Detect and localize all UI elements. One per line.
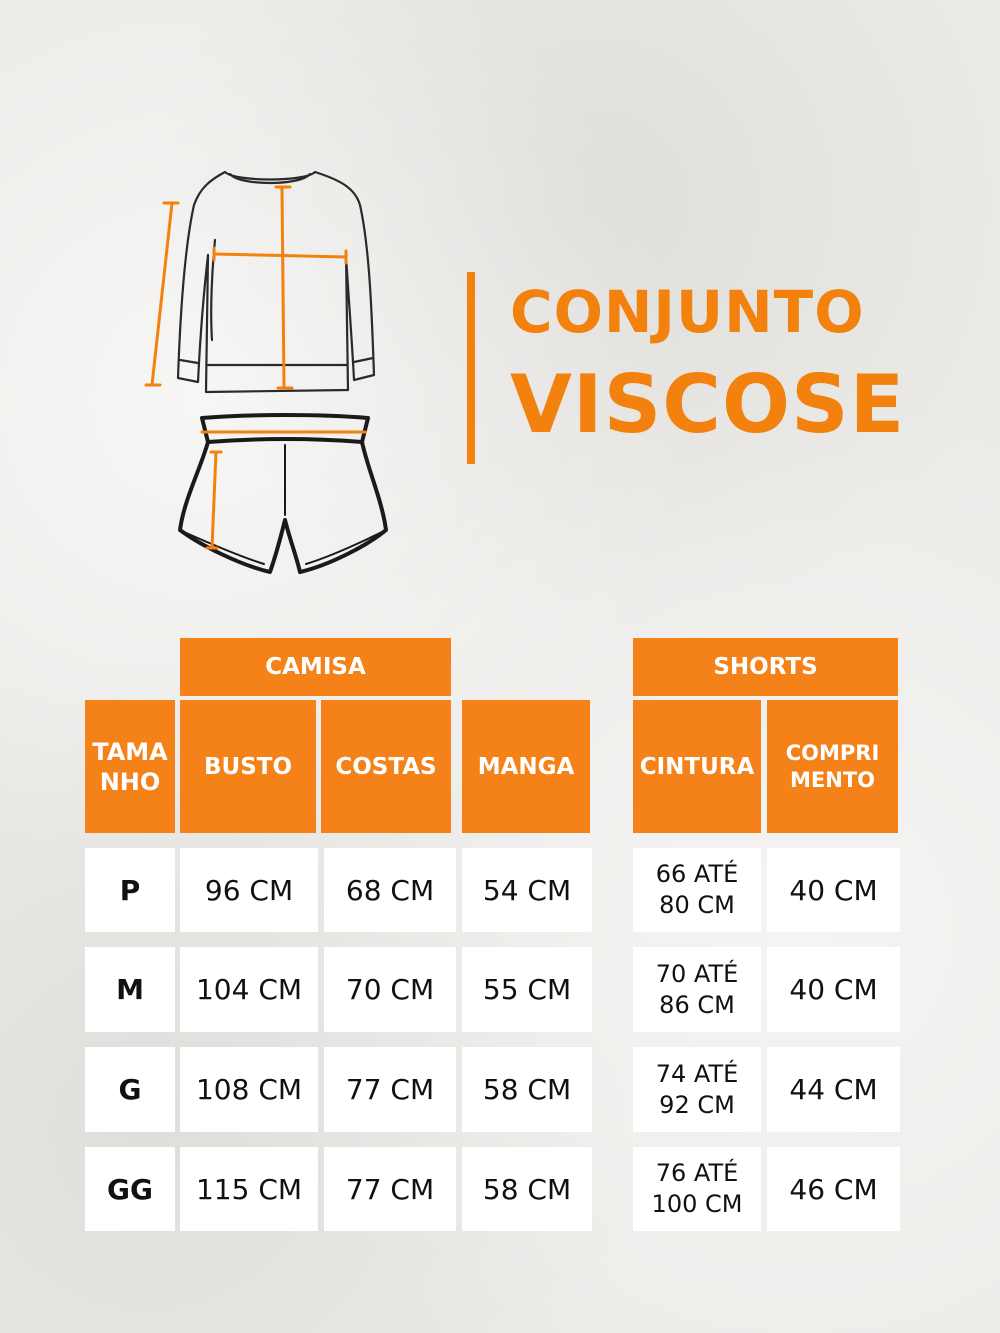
table-cell-cintura-line-1: 70 ATÉ bbox=[655, 959, 739, 988]
table-cell-costas: 70 CM bbox=[324, 947, 456, 1032]
table-cell-comprimento: 44 CM bbox=[767, 1047, 900, 1132]
table-cell-costas: 68 CM bbox=[324, 848, 456, 932]
table-cell-cintura bbox=[633, 947, 761, 1032]
table-cell-comprimento: 40 CM bbox=[767, 947, 900, 1032]
table-cell-size: P bbox=[85, 848, 175, 932]
column-header-comprimento-line-1: COMPRI bbox=[785, 740, 880, 765]
title-line-2: VISCOSE bbox=[510, 358, 906, 451]
column-header-tamanho-line-2: NHO bbox=[99, 767, 161, 796]
table-cell-busto: 96 CM bbox=[180, 848, 318, 932]
column-header-costas: COSTAS bbox=[321, 700, 451, 833]
table-cell-cintura-line-1: 76 ATÉ bbox=[655, 1159, 739, 1187]
column-header-cintura: CINTURA bbox=[633, 700, 761, 833]
table-cell-busto: 108 CM bbox=[180, 1047, 318, 1132]
table-cell-costas: 77 CM bbox=[324, 1147, 456, 1231]
sweatshirt-icon bbox=[178, 172, 374, 392]
table-cell-cintura bbox=[633, 848, 761, 932]
table-cell-manga: 54 CM bbox=[462, 848, 592, 932]
group-header-camisa: CAMISA bbox=[180, 638, 451, 696]
table-cell-manga: 55 CM bbox=[462, 947, 592, 1032]
table-cell-cintura-line-2: 80 CM bbox=[659, 891, 735, 919]
garment-illustration bbox=[140, 160, 400, 590]
table-cell-cintura-line-1: 74 ATÉ bbox=[655, 1059, 739, 1088]
table-cell-size: M bbox=[85, 947, 175, 1032]
table-cell-busto: 104 CM bbox=[180, 947, 318, 1032]
column-header-manga: MANGA bbox=[462, 700, 590, 833]
table-cell-size: G bbox=[85, 1047, 175, 1132]
table-cell-cintura-line-2: 86 CM bbox=[659, 990, 735, 1019]
title-accent-bar bbox=[467, 272, 475, 464]
table-cell-cintura-line-2: 100 CM bbox=[651, 1190, 743, 1218]
group-header-shorts: SHORTS bbox=[633, 638, 898, 696]
column-header-comprimento bbox=[767, 700, 898, 833]
table-cell-size: GG bbox=[85, 1147, 175, 1231]
table-cell-manga: 58 CM bbox=[462, 1147, 592, 1231]
table-cell-cintura-line-1: 66 ATÉ bbox=[655, 860, 739, 888]
column-header-comprimento-line-2: MENTO bbox=[790, 767, 875, 792]
column-header-busto: BUSTO bbox=[180, 700, 316, 833]
table-cell-comprimento: 40 CM bbox=[767, 848, 900, 932]
column-header-tamanho-line-1: TAMA bbox=[92, 737, 168, 766]
table-cell-comprimento: 46 CM bbox=[767, 1147, 900, 1231]
table-cell-busto: 115 CM bbox=[180, 1147, 318, 1231]
table-cell-cintura bbox=[633, 1047, 761, 1132]
table-cell-manga: 58 CM bbox=[462, 1047, 592, 1132]
title-line-1: CONJUNTO bbox=[510, 278, 865, 346]
table-cell-cintura-line-2: 92 CM bbox=[659, 1090, 735, 1119]
table-cell-costas: 77 CM bbox=[324, 1047, 456, 1132]
table-cell-cintura bbox=[633, 1147, 761, 1231]
column-header-tamanho bbox=[85, 700, 175, 833]
